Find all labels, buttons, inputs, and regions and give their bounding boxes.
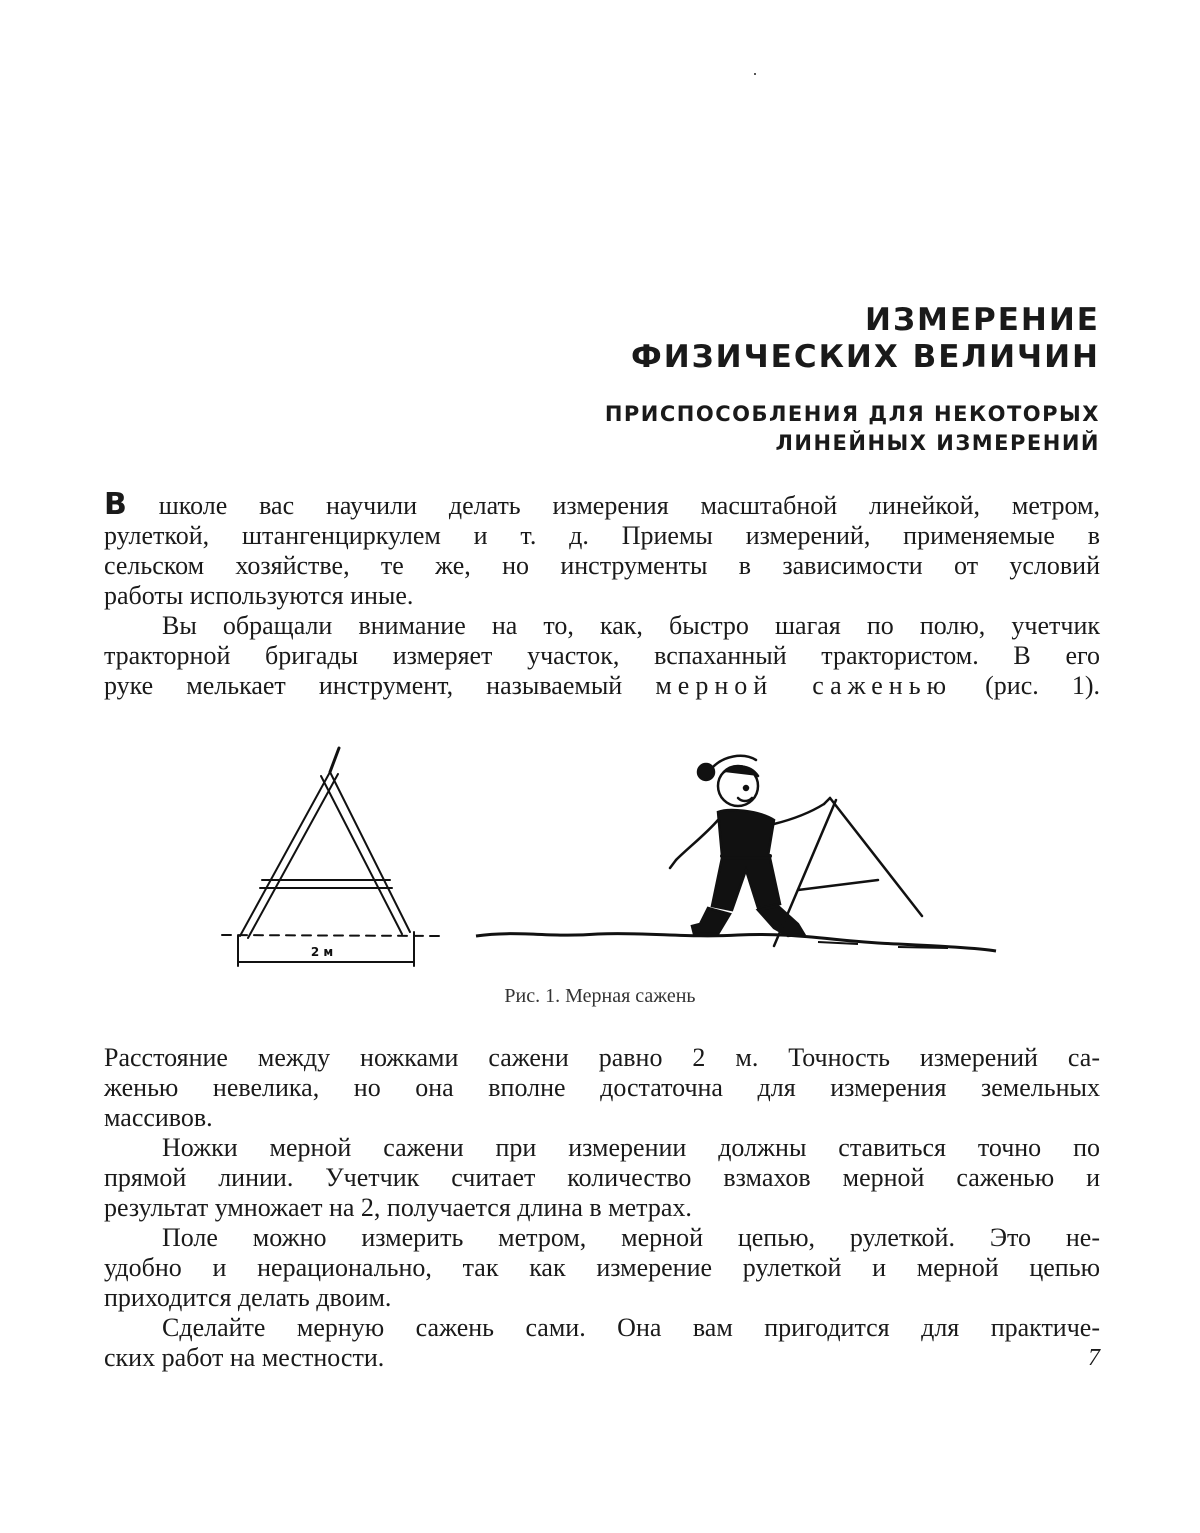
- paragraph-3-line-2: женью невелика, но она вполне достаточна для измерения земельных: [104, 1073, 1100, 1102]
- paragraph-2-line-3: руке мелькает инструмент, называемый мерной саженью (рис. 1).: [104, 671, 1100, 700]
- body-text: [104, 1043, 1100, 1373]
- scan-speck: [754, 73, 756, 75]
- sazhen-diagram: [222, 748, 440, 966]
- chapter-heading-line-2: ФИЗИЧЕСКИХ ВЕЛИЧИН: [630, 339, 1100, 375]
- paragraph-2-line-1: Вы обращали внимание на то, как, быстро шагая по полю, учетчик: [162, 611, 1100, 640]
- paragraph-5-line-3: приходится делать двоим.: [104, 1283, 392, 1312]
- chapter-heading-line-1: ИЗМЕРЕНИЕ: [865, 302, 1100, 338]
- intro-text: [104, 487, 1100, 701]
- paragraph-1-line-4: работы используются иные.: [104, 581, 414, 610]
- paragraph-3-line-3: массивов.: [104, 1103, 213, 1132]
- drop-cap: В: [104, 487, 127, 522]
- paragraph-1-line-1: В школе вас научили делать измерения масштабной линейкой, метром,: [104, 487, 1100, 522]
- paragraph-3-line-1: Расстояние между ножками сажени равно 2 м. Точность измерений са-: [104, 1043, 1100, 1072]
- section-heading: [605, 400, 1100, 458]
- paragraph-1-line-3: сельском хозяйстве, те же, но инструменты в зависимости от условий: [104, 551, 1100, 580]
- paragraph-5-line-1: Поле можно измерить метром, мерной цепью, рулеткой. Это не-: [162, 1223, 1100, 1252]
- dimension-label: 2 м: [310, 945, 334, 959]
- section-heading-line-2: ЛИНЕЙНЫХ ИЗМЕРЕНИЙ: [775, 431, 1100, 455]
- page-number: 7: [1088, 1345, 1100, 1371]
- paragraph-4-line-2: прямой линии. Учетчик считает количество взмахов мерной саженью и: [104, 1163, 1100, 1192]
- paragraph-4-line-3: результат умножает на 2, получается длина в метрах.: [104, 1193, 692, 1222]
- term-mernaya-sazhen: мерной саженью: [655, 671, 953, 700]
- paragraph-4-line-1: Ножки мерной сажени при измерении должны ставиться точно по: [162, 1133, 1100, 1162]
- paragraph-2-line-2: тракторной бригады измеряет участок, вспаханный трактористом. В его: [104, 641, 1100, 670]
- figure-measuring-sazhen: [218, 738, 1008, 970]
- paragraph-6-line-1: Сделайте мерную сажень сами. Она вам пригодится для практиче-: [162, 1313, 1100, 1342]
- paragraph-6-line-2: ских работ на местности.: [104, 1343, 385, 1372]
- paragraph-1-line-2: рулеткой, штангенциркулем и т. д. Приемы измерений, применяемые в: [104, 521, 1100, 550]
- section-heading-line-1: ПРИСПОСОБЛЕНИЯ ДЛЯ НЕКОТОРЫХ: [604, 402, 1100, 426]
- accountant-figure: [670, 756, 824, 936]
- chapter-heading: [631, 302, 1100, 376]
- figure-caption: Рис. 1. Мерная сажень: [504, 985, 696, 1007]
- paragraph-5-line-2: удобно и нерационально, так как измерение рулеткой и мерной цепью: [104, 1253, 1100, 1282]
